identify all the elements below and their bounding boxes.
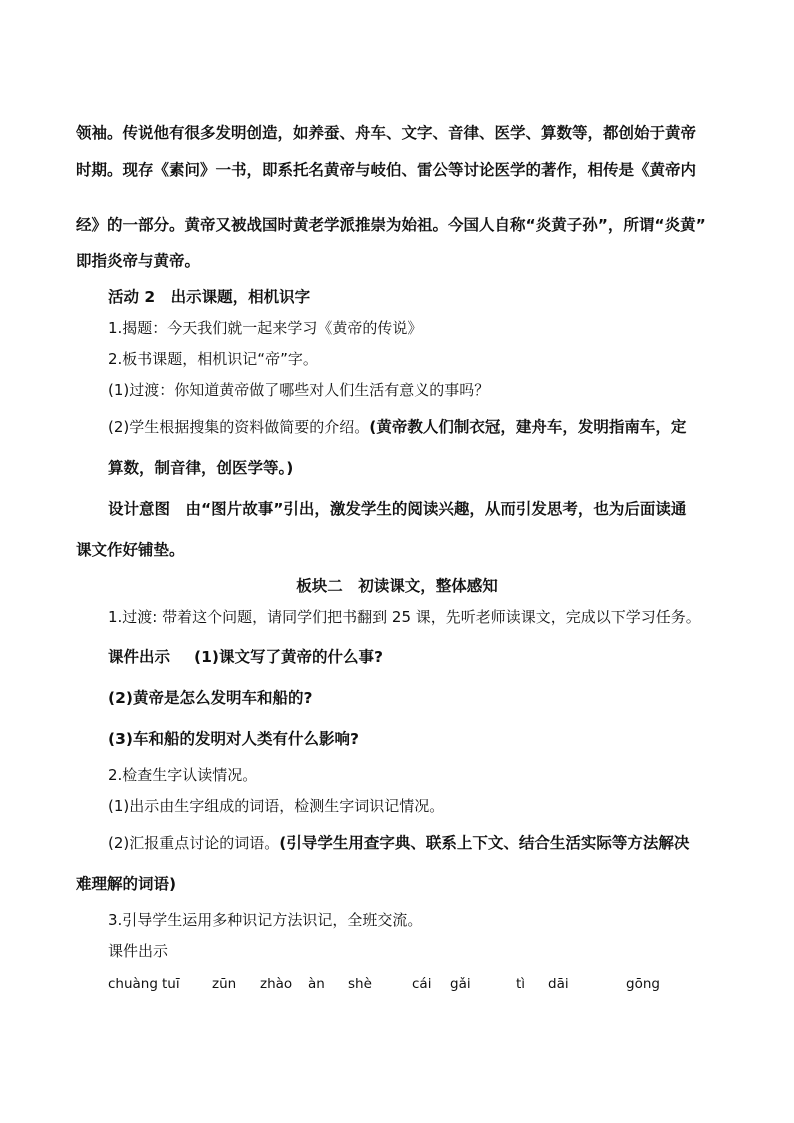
section2-item2-sub2: [108, 833, 689, 853]
question-3: (3)车和船的发明对人类有什么影响?: [108, 730, 359, 748]
activity2-sub2-bold: (黄帝教人们制衣冠，建舟车，发明指南车，定: [369, 418, 687, 436]
intro-line-4: 即指炎帝与黄帝。: [76, 252, 201, 270]
activity2-item2: 2.板书课题，相机识记“帝”字。: [108, 350, 318, 368]
pinyin-item: tì: [516, 976, 526, 992]
section2-item2-sub2-bold: (引导学生用查字典、联系上下文、结合生活实际等方法解决: [279, 834, 690, 852]
section2-item2-sub2-cont: 难理解的词语): [76, 875, 177, 893]
pinyin-item: dāi: [548, 976, 569, 992]
section2-item3: 3.引导学生运用多种识记方法识记，全班交流。: [108, 911, 423, 929]
intro-line-1: 领袖。传说他有很多发明创造，如养蚕、舟车、文字、音律、医学、算数等，都创始于黄帝: [76, 124, 697, 142]
pinyin-item: tuī: [162, 976, 180, 992]
intro-line-2: 时期。现存《素问》一书，即系托名黄帝与岐伯、雷公等讨论医学的著作，相传是《黄帝内: [76, 161, 697, 179]
activity2-sub1: (1)过渡：你知道黄帝做了哪些对人们生活有意义的事吗？: [108, 381, 490, 399]
pinyin-item: gǎi: [450, 976, 471, 992]
intro-line-3: 经》的一部分。黄帝又被战国时黄老学派推崇为始祖。今国人自称“炎黄子孙”，所谓“炎黄”: [76, 216, 706, 234]
section2-item2: 2.检查生字认读情况。: [108, 766, 258, 784]
question-1: (1)课文写了黄帝的什么事?: [194, 648, 383, 666]
pinyin-item: cái: [412, 976, 432, 992]
pinyin-row: [0, 974, 794, 994]
section2-item2-sub2-start: (2)汇报重点讨论的词语。: [108, 834, 280, 852]
activity2-sub2-start: (2)学生根据搜集的资料做简要的介绍。: [108, 418, 370, 436]
courseware-label-2: 课件出示: [108, 942, 169, 960]
courseware-line-1: [108, 647, 383, 667]
pinyin-item: gōng: [626, 976, 660, 992]
courseware-label: 课件出示: [108, 648, 171, 666]
section2-item1: 1.过渡: 带着这个问题，请同学们把书翻到 25 课，先听老师读课文，完成以下学习任务。: [108, 608, 701, 626]
section2-item2-sub1: (1)出示由生字组成的词语，检测生字词识记情况。: [108, 797, 445, 815]
section2-heading: 板块二 初读课文，整体感知: [296, 577, 498, 595]
activity2-title: 活动 2 出示课题，相机识字: [108, 288, 311, 306]
activity2-item1: 1.揭题：今天我们就一起来学习《黄帝的传说》: [108, 319, 423, 337]
pinyin-item: chuàng: [108, 976, 158, 992]
pinyin-item: zūn: [212, 976, 237, 992]
pinyin-item: shè: [348, 976, 372, 992]
pinyin-item: àn: [308, 976, 325, 992]
design-intent-line-2: 课文作好铺垫。: [76, 541, 185, 559]
question-2: (2)黄帝是怎么发明车和船的?: [108, 689, 313, 707]
design-intent-line-1: 设计意图 由“图片故事”引出，激发学生的阅读兴趣，从而引发思考，也为后面读通: [108, 500, 687, 518]
activity2-sub2-cont: 算数，制音律，创医学等。): [108, 459, 294, 477]
activity2-sub2: [108, 417, 686, 437]
pinyin-item: zhào: [260, 976, 293, 992]
